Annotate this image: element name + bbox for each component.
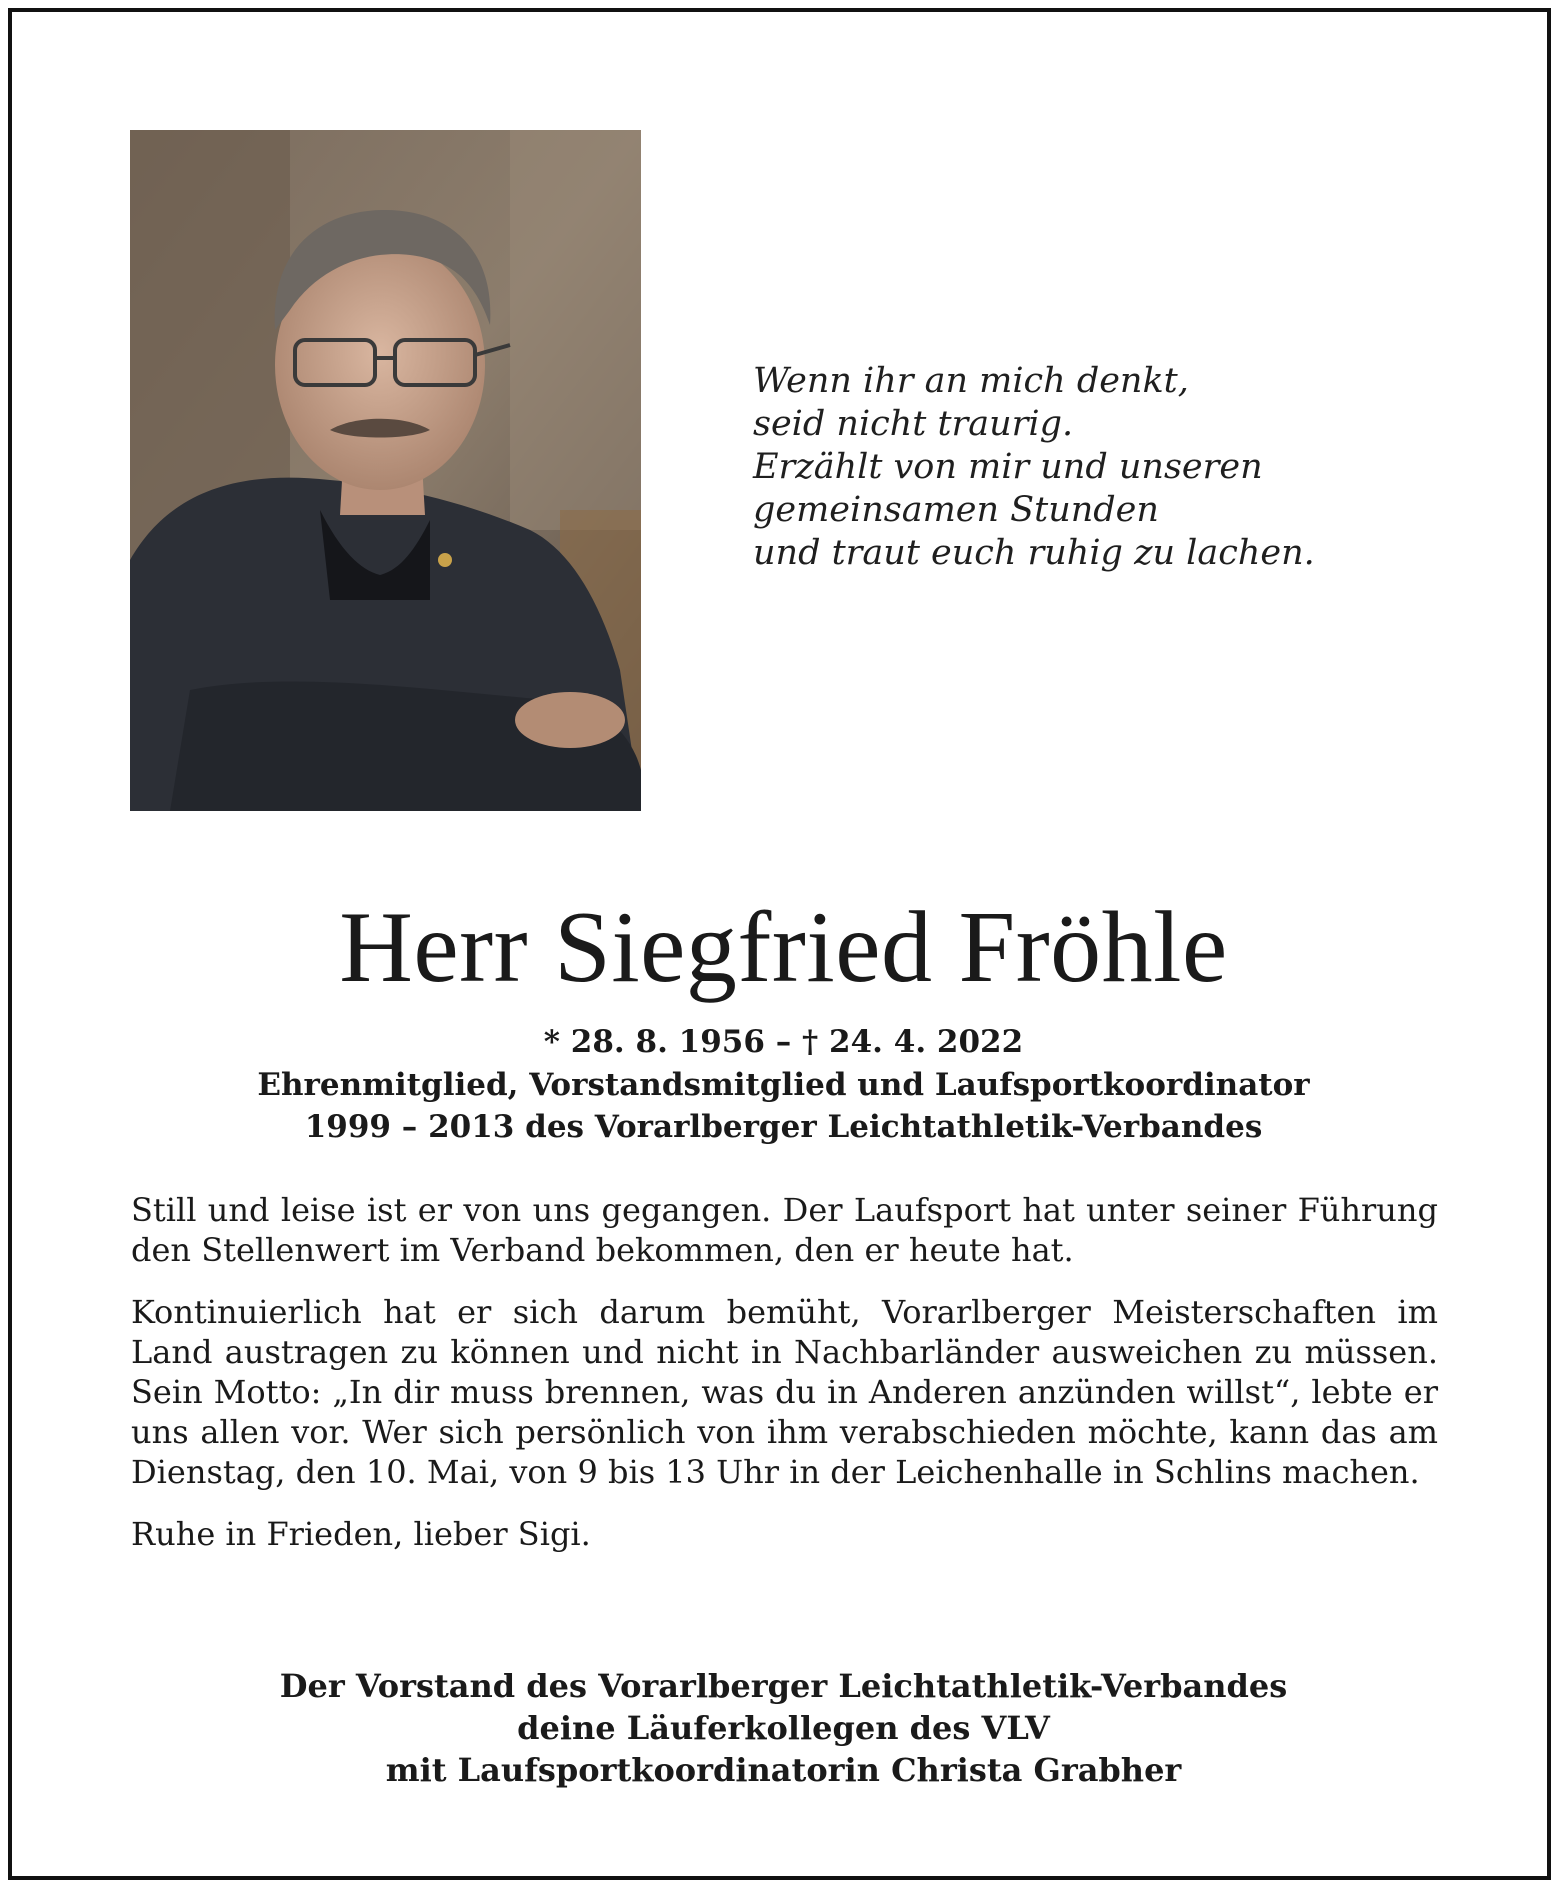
- signature-line: mit Laufsportkoordinatorin Christa Grabher: [385, 1751, 1182, 1789]
- portrait-illustration: [130, 130, 641, 811]
- signature-block: [0, 1665, 1567, 1791]
- life-dates: * 28. 8. 1956 – † 24. 4. 2022: [543, 1024, 1024, 1060]
- deceased-name: Herr Siegfried Fröhle: [339, 891, 1228, 1004]
- portrait-photo: [130, 130, 641, 811]
- poem-line: seid nicht traurig.: [753, 404, 1074, 444]
- poem-line: gemeinsamen Stunden: [753, 490, 1159, 530]
- role-line: 1999 – 2013 des Vorarlberger Leichtathletik-Verbandes: [304, 1109, 1263, 1145]
- paragraph: Ruhe in Frieden, lieber Sigi.: [131, 1515, 591, 1553]
- obituary-text: [131, 1190, 1438, 1576]
- signature-line: Der Vorstand des Vorarlberger Leichtathletik-Verbandes: [279, 1667, 1288, 1705]
- poem-line: und traut euch ruhig zu lachen.: [753, 533, 1315, 573]
- memorial-poem: [753, 360, 1393, 575]
- role-line: Ehrenmitglied, Vorstandsmitglied und Laufsportkoordinator: [257, 1067, 1310, 1103]
- deceased-role: [0, 1064, 1567, 1148]
- paragraph: Still und leise ist er von uns gegangen. Der Laufsport hat unter seiner Führung den Stellenwert im Verband bekommen, den er heute hat.: [131, 1191, 1438, 1269]
- poem-line: Wenn ihr an mich denkt,: [753, 361, 1189, 401]
- signature-line: deine Läuferkollegen des VLV: [517, 1709, 1050, 1747]
- poem-line: Erzählt von mir und unseren: [753, 447, 1263, 487]
- paragraph: Kontinuierlich hat er sich darum bemüht, Vorarlberger Meisterschaften im Land austragen zu können und nicht in Nachbarländer ausweichen zu müssen. Sein Motto: „In dir muss brennen, was du in Anderen anzünden willst“, lebte er uns allen vor. Wer sich persönlich von ihm verabschieden möchte, kann das am Dienstag, den 10. Mai, von 9 bis 13 Uhr in der Leichenhalle in Schlins machen.: [131, 1293, 1438, 1491]
